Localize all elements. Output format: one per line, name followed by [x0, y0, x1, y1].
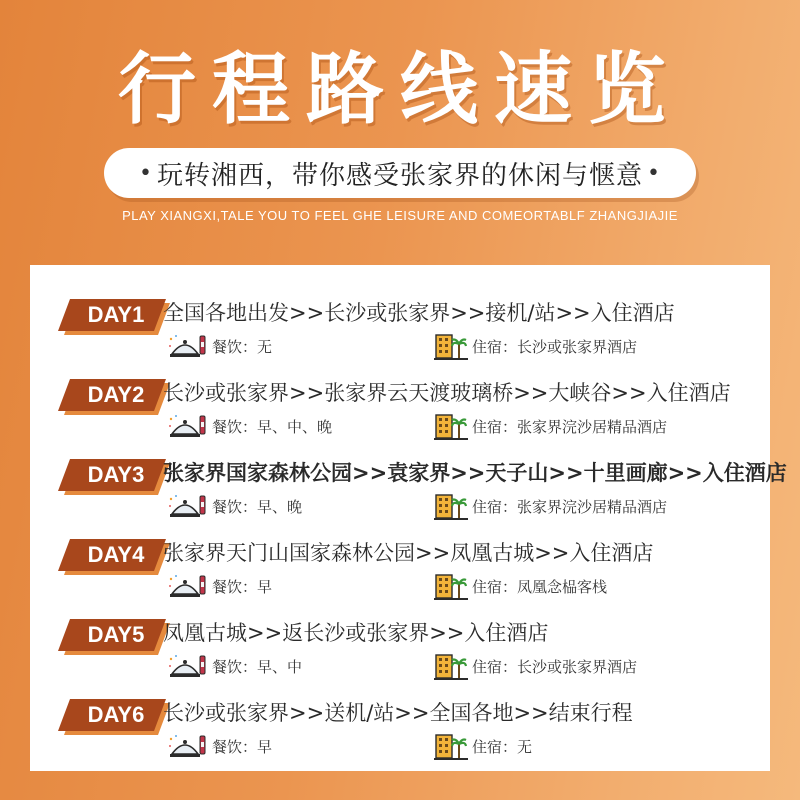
day-route: 长沙或张家界>>送机/站>>全国各地>>结束行程	[163, 701, 633, 725]
meal-info	[168, 413, 332, 439]
english-tagline: PLAY XIANGXI,TALE YOU TO FEEL GHE LEISURE AND COMEORTABLF ZHANGJIAJIE	[122, 208, 678, 223]
day-badge	[58, 379, 170, 411]
hotel-building-icon	[434, 732, 468, 760]
day-badge-label: DAY5	[87, 622, 145, 647]
day-badge	[58, 619, 170, 651]
meal-text: 餐饮：早、中	[212, 657, 303, 676]
hotel-info	[434, 733, 532, 759]
dining-cloche-icon	[168, 733, 208, 759]
day-badge-label: DAY1	[87, 302, 145, 327]
hotel-info	[434, 413, 667, 439]
hotel-text: 住宿：无	[472, 737, 533, 756]
hotel-info	[434, 333, 637, 359]
dining-cloche-icon	[168, 573, 208, 599]
day-badge-label: DAY6	[87, 702, 145, 727]
day-row	[30, 517, 770, 597]
dining-cloche-icon	[168, 493, 208, 519]
dining-cloche-icon	[168, 413, 208, 439]
hotel-info	[434, 493, 667, 519]
hotel-info	[434, 573, 607, 599]
meal-text: 餐饮：早、中、晚	[212, 417, 333, 436]
hotel-text: 住宿：张家界浣沙居精品酒店	[472, 497, 668, 516]
day-badge-label: DAY3	[87, 462, 145, 487]
day-route: 全国各地出发>>长沙或张家界>>接机/站>>入住酒店	[163, 301, 675, 325]
meal-info	[168, 493, 302, 519]
subtitle-text: 玩转湘西，带你感受张家界的休闲与惬意	[156, 160, 643, 191]
day-row	[30, 597, 770, 677]
meal-text: 餐饮：早	[212, 577, 273, 596]
day-route: 张家界国家森林公园>>袁家界>>天子山>>十里画廊>>入住酒店	[163, 461, 787, 485]
day-badge	[58, 699, 170, 731]
day-row	[30, 677, 770, 757]
dining-cloche-icon	[168, 653, 208, 679]
page-title: 行程路线速览	[117, 44, 682, 135]
hotel-building-icon	[434, 332, 468, 360]
day-badge-label: DAY4	[87, 542, 145, 567]
day-badge	[58, 299, 170, 331]
day-route: 凤凰古城>>返长沙或张家界>>入住酒店	[163, 621, 549, 645]
meal-info	[168, 333, 272, 359]
subtitle-dot-right: •	[647, 160, 661, 186]
meal-text: 餐饮：无	[212, 337, 273, 356]
hotel-building-icon	[434, 492, 468, 520]
hotel-building-icon	[434, 652, 468, 680]
hotel-text: 住宿：张家界浣沙居精品酒店	[472, 417, 668, 436]
day-badge-label: DAY2	[87, 382, 145, 407]
hotel-info	[434, 653, 637, 679]
meal-text: 餐饮：早	[212, 737, 273, 756]
hotel-text: 住宿：长沙或张家界酒店	[472, 657, 638, 676]
meal-info	[168, 653, 302, 679]
meal-info	[168, 573, 272, 599]
hotel-building-icon	[434, 572, 468, 600]
hotel-text: 住宿：凤凰念榀客栈	[472, 577, 608, 596]
dining-cloche-icon	[168, 333, 208, 359]
day-row	[30, 277, 770, 357]
day-route: 张家界天门山国家森林公园>>凤凰古城>>入住酒店	[163, 541, 654, 565]
day-row	[30, 437, 787, 517]
day-row	[30, 357, 770, 437]
meal-text: 餐饮：早、晚	[212, 497, 303, 516]
day-route: 长沙或张家界>>张家界云天渡玻璃桥>>大峡谷>>入住酒店	[163, 381, 731, 405]
subtitle-banner	[104, 148, 696, 198]
day-badge	[58, 459, 170, 491]
hotel-text: 住宿：长沙或张家界酒店	[472, 337, 638, 356]
hotel-building-icon	[434, 412, 468, 440]
meal-info	[168, 733, 272, 759]
day-badge	[58, 539, 170, 571]
subtitle-dot-left: •	[139, 160, 153, 186]
itinerary-card	[30, 265, 787, 771]
